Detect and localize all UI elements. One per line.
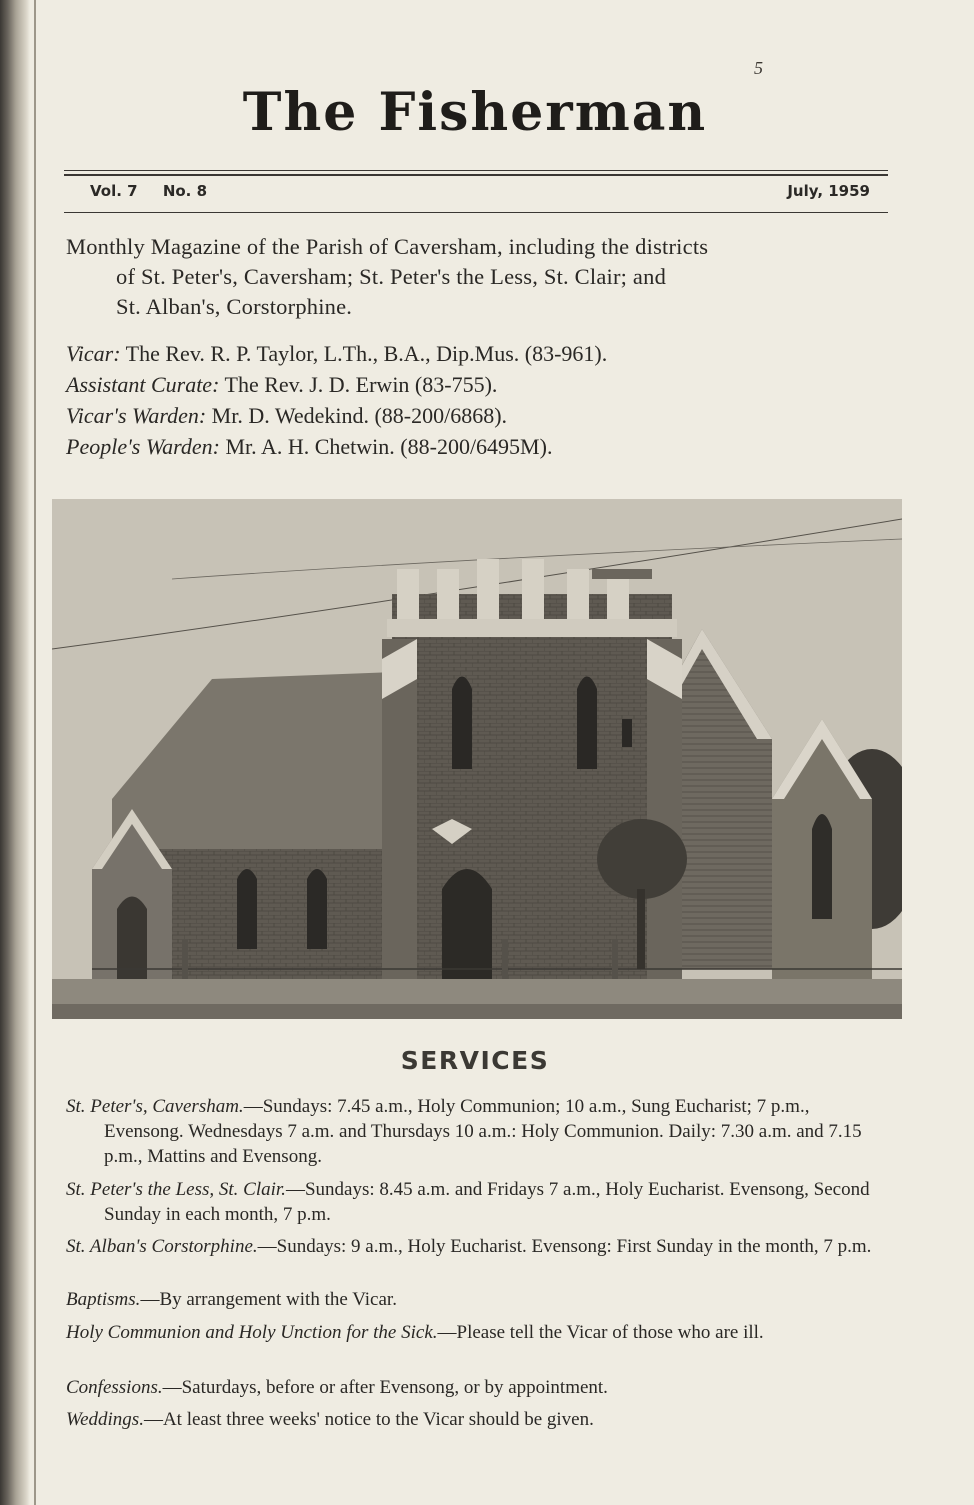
officer-role: People's Warden: xyxy=(66,434,220,459)
service-st-peters-caversham xyxy=(66,1094,888,1169)
service-confessions xyxy=(66,1375,888,1400)
description-line-1: Monthly Magazine of the Parish of Caversham, including the districts xyxy=(66,234,709,259)
service-label: St. Peter's the Less, St. Clair. xyxy=(66,1179,286,1200)
parish-officers xyxy=(66,338,890,462)
page-binding-shadow xyxy=(0,0,30,1505)
magazine-description xyxy=(66,232,890,322)
service-label: Weddings. xyxy=(66,1409,144,1430)
issue-line xyxy=(90,182,870,200)
service-text: —Please tell the Vicar of those who are ill. xyxy=(437,1322,764,1343)
issue-date: July, 1959 xyxy=(787,182,870,200)
officer-assistant-curate xyxy=(66,369,890,400)
officer-role: Vicar: xyxy=(66,341,121,366)
officer-peoples-warden xyxy=(66,431,890,462)
service-text: —By arrangement with the Vicar. xyxy=(140,1289,397,1310)
service-sick-communion xyxy=(66,1320,888,1345)
service-text: —At least three weeks' notice to the Vicar should be given. xyxy=(143,1409,594,1430)
church-illustration xyxy=(52,499,902,1019)
service-label: St. Peter's, Caversham. xyxy=(66,1096,244,1117)
service-baptisms xyxy=(66,1287,888,1312)
page-number: 5 xyxy=(754,58,763,78)
service-label: Baptisms. xyxy=(66,1289,141,1310)
service-st-albans xyxy=(66,1234,888,1259)
services-heading: SERVICES xyxy=(400,1046,550,1075)
officer-details: Mr. A. H. Chetwin. (88-200/6495M). xyxy=(220,434,553,459)
service-text: —Sundays: 7.45 a.m., Holy Communion; 10 a.m., Sung Eucharist; 7 p.m., Evensong. Wednesdays 7 a.m. and Thursdays 10 a.m.: Holy Communion. Daily: 7.30 a.m. and 7.15 p.m., Mattins and Evensong. xyxy=(104,1096,862,1167)
officer-role: Assistant Curate: xyxy=(66,372,220,397)
service-weddings xyxy=(66,1407,888,1432)
service-text: —Sundays: 8.45 a.m. and Fridays 7 a.m., Holy Eucharist. Evensong, Second Sunday in each month, 7 p.m. xyxy=(104,1179,870,1225)
officer-details: Mr. D. Wedekind. (88-200/6868). xyxy=(206,403,508,428)
service-text: —Saturdays, before or after Evensong, or by appointment. xyxy=(162,1377,608,1398)
officer-details: The Rev. R. P. Taylor, L.Th., B.A., Dip.Mus. (83-961). xyxy=(120,341,608,366)
officer-vicars-warden xyxy=(66,400,890,431)
service-label: St. Alban's Corstorphine. xyxy=(66,1236,258,1257)
service-label: Confessions. xyxy=(66,1377,163,1398)
church-photograph xyxy=(52,499,902,1019)
officer-details: The Rev. J. D. Erwin (83-755). xyxy=(219,372,498,397)
service-label: Holy Communion and Holy Unction for the Sick. xyxy=(66,1322,438,1343)
binding-line xyxy=(34,0,36,1505)
description-line-2: of St. Peter's, Caversham; St. Peter's the Less, St. Clair; and xyxy=(116,264,667,289)
volume: Vol. 7 xyxy=(90,182,138,200)
masthead-rule-double xyxy=(64,174,888,176)
masthead-title: The Fisherman xyxy=(242,82,708,143)
officer-role: Vicar's Warden: xyxy=(66,403,207,428)
officer-vicar xyxy=(66,338,890,369)
service-text: —Sundays: 9 a.m., Holy Eucharist. Evensong: First Sunday in the month, 7 p.m. xyxy=(257,1236,872,1257)
masthead-rule-top xyxy=(64,170,888,171)
issue-number: No. 8 xyxy=(162,182,208,200)
issue-rule xyxy=(64,212,888,213)
description-line-3: St. Alban's, Corstorphine. xyxy=(116,294,353,319)
service-st-peters-the-less xyxy=(66,1177,888,1227)
